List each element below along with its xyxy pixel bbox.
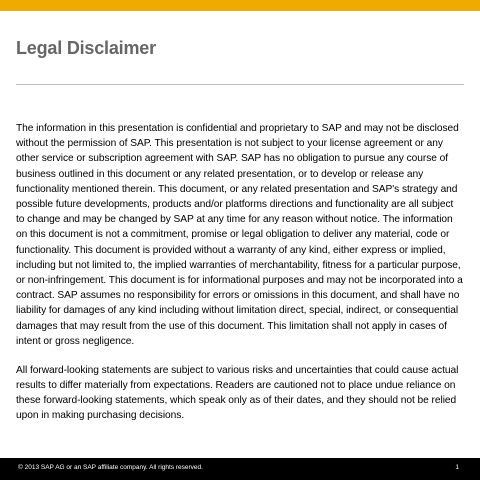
slide-title: Legal Disclaimer bbox=[16, 38, 156, 58]
footer-bar bbox=[0, 458, 480, 480]
top-accent-bar bbox=[0, 0, 480, 11]
disclaimer-paragraph: The information in this presentation is confidential and proprietary to SAP and may not be disclosed without the permission of SAP. This presentation is not subject to your license agreement or any other service or subscription agreement with SAP. SAP has no obligation to pursue any course of business outlined in this document or any related presentation, or to develop or release any functionality mentioned therein. This document, or any related presentation and SAP's strategy and possible future developments, products and/or platforms directions and functionality are all subject to change and may be changed by SAP at any time for any reason without notice. The information on this document is not a commitment, promise or legal obligation to deliver any material, code or functionality. This document is provided without a warranty of any kind, either express or implied, including but not limited to, the implied warranties of merchantability, fitness for a particular purpose, or non-infringement. This document is for informational purposes and may not be incorporated into a contract. SAP assumes no responsibility for errors or omissions in this document, and shall have no liability for damages of any kind including without limitation direct, special, indirect, or consequential damages that may result from the use of this document. This limitation shall not apply in cases of intent or gross negligence. bbox=[16, 123, 463, 347]
disclaimer-body bbox=[16, 121, 464, 423]
forward-looking-paragraph: All forward-looking statements are subject to various risks and uncertainties that could cause actual results to differ materially from expectations. Readers are cautioned not to place undue reliance on these forward-looking statements, which speak only as of their dates, and they should not be relied upon in making purchasing decisions. bbox=[16, 364, 459, 422]
page-number: 1 bbox=[455, 464, 459, 471]
title-divider bbox=[16, 84, 464, 85]
copyright-notice: © 2013 SAP AG or an SAP affiliate company. All rights reserved. bbox=[18, 464, 203, 471]
